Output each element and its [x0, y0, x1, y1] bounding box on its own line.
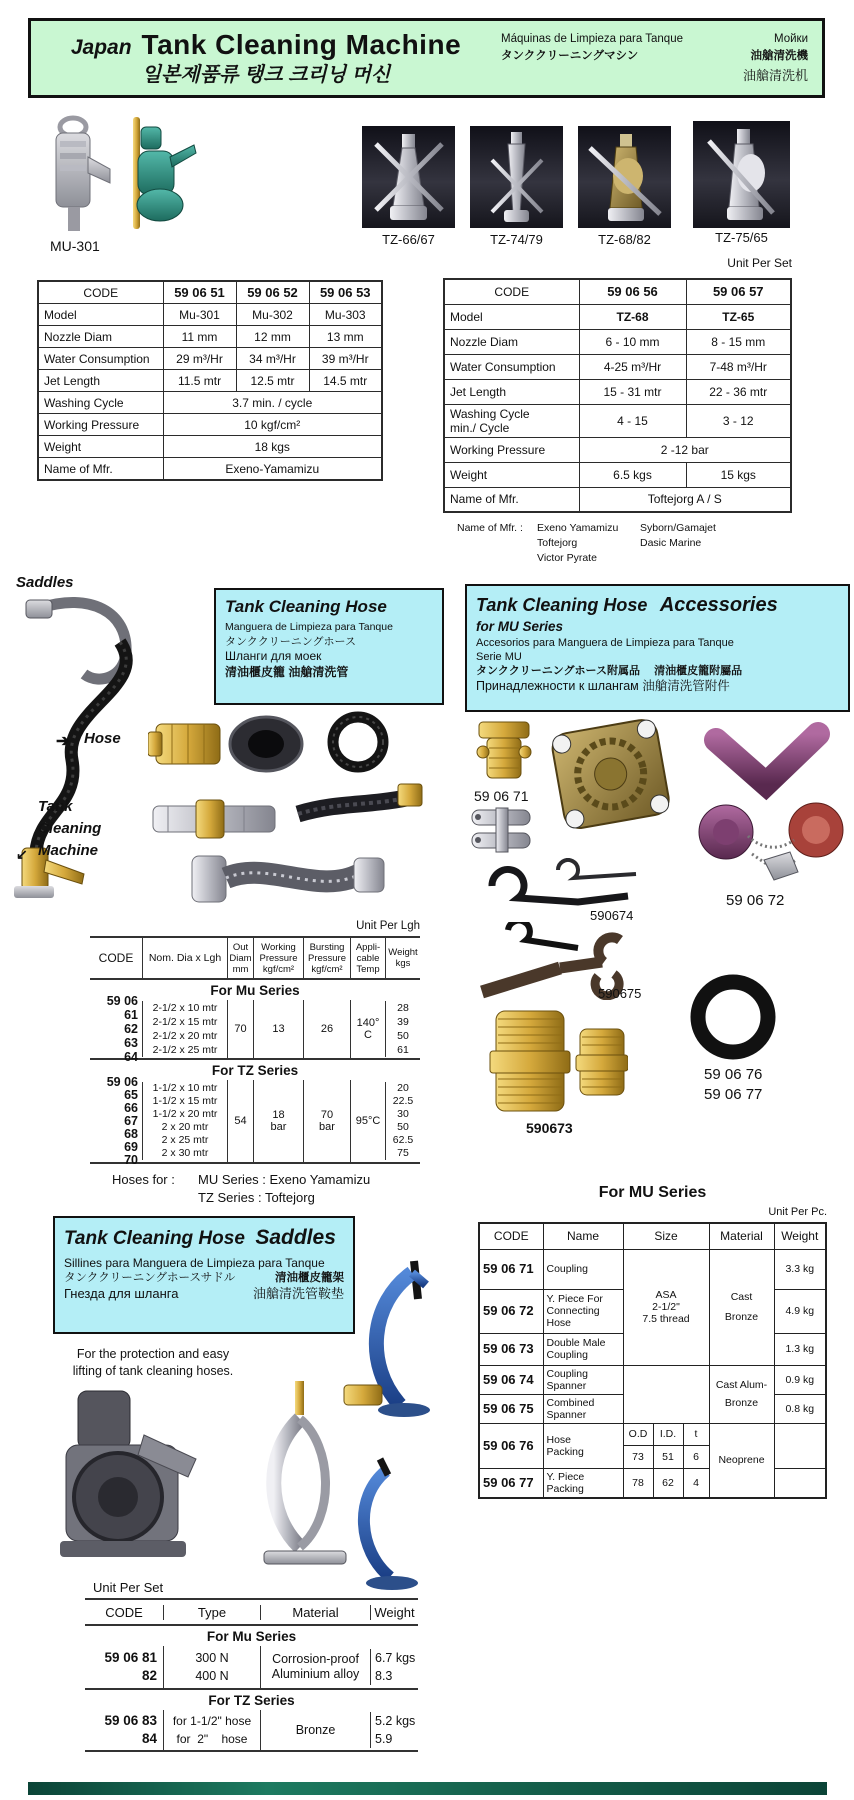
- code-label-590675: 590675: [598, 986, 642, 1001]
- mfr-name: Syborn/Gamajet: [640, 522, 716, 534]
- photo-clamp: [468, 806, 538, 854]
- photo-saddles-collage: [48, 1375, 423, 1595]
- saddles-box-ru-zh: [64, 1286, 344, 1303]
- cell-label: Model: [444, 304, 579, 329]
- col-header-type: Type: [163, 1605, 260, 1620]
- table-row: [444, 404, 791, 437]
- cell-value: 3 - 12: [686, 404, 791, 437]
- weight-col: 20 22.5 30 50 62.5 75: [385, 1082, 420, 1160]
- dims-col: 1-1/2 x 10 mtr 1-1/2 x 15 mtr 1-1/2 x 20 mtr 2 x 20 mtr 2 x 25 mtr 2 x 30 mtr: [142, 1082, 227, 1160]
- cell-label: Working Pressure: [444, 437, 579, 462]
- col-header-weight: Weight: [370, 1605, 418, 1620]
- cell-name: Y. Piece Packing: [543, 1468, 623, 1498]
- saddle-rows-tz: [85, 1710, 418, 1752]
- cell-value: 12 mm: [236, 326, 309, 348]
- cell-label: Jet Length: [38, 370, 163, 392]
- down-left-arrow-icon: ↙: [16, 846, 28, 862]
- hose-unit-note: Unit Per Lgh: [356, 920, 420, 932]
- cell-material: Cast Bronze: [709, 1249, 774, 1365]
- acc-box-title-1: Tank Cleaning Hose: [476, 595, 648, 615]
- code-col: 59 06 83 84: [104, 1713, 157, 1746]
- cell-value: 12.5 mtr: [236, 370, 309, 392]
- code-label-590671: 59 06 71: [474, 788, 529, 804]
- table-row: [479, 1365, 826, 1394]
- cell-size: ASA 2-1/2" 7.5 thread: [623, 1249, 709, 1365]
- type-col: for 1-1/2" hose for 2" hose: [163, 1710, 260, 1750]
- title-japanese: タンククリーニングマシン: [501, 50, 639, 63]
- cell-code: 59 06 57: [686, 279, 791, 304]
- cell-size-empty: [623, 1365, 709, 1423]
- saddle-rows-mu: [85, 1646, 418, 1690]
- acc-box-japanese: タンククリーニングホース附属品 清油櫃皮籠附屬品: [476, 665, 743, 678]
- cell-label: Water Consumption: [444, 354, 579, 379]
- acc-unit-note: Unit Per Pc.: [768, 1206, 827, 1218]
- type-col: 300 N 400 N: [163, 1646, 260, 1688]
- saddles-box-spanish: Sillines para Manguera de Limpieza para Tanque: [64, 1255, 325, 1270]
- saddles-box-chinese-1: 清油櫃皮籠架: [275, 1272, 344, 1285]
- cell-id: 62: [653, 1468, 683, 1498]
- cell-name: Hose Packing: [543, 1423, 623, 1468]
- mfr-name: Dasic Marine: [640, 537, 702, 549]
- table-row: [38, 348, 382, 370]
- cell-code: 59 06 76: [479, 1423, 543, 1468]
- photo-label-tz-75-65: TZ-75/65: [715, 230, 768, 245]
- col-header-wp: Working Pressure kgf/cm²: [253, 938, 303, 978]
- cell-label: CODE: [444, 279, 579, 304]
- weight-col: 28 39 50 61: [385, 1001, 420, 1057]
- photo-hook-spanners: [478, 858, 643, 910]
- cell-value: 8 - 15 mm: [686, 329, 791, 354]
- side-label-machine-line: Cleaning: [38, 820, 102, 837]
- photo-label-tz-68-82: TZ-68/82: [598, 232, 651, 247]
- cell-value: TZ-65: [686, 304, 791, 329]
- table-row: [38, 436, 382, 458]
- hose-table: [90, 936, 420, 1167]
- side-label-saddles: Saddles: [16, 574, 74, 591]
- saddle-table: [85, 1598, 418, 1752]
- photo-label-tz-66-67: TZ-66/67: [382, 232, 435, 247]
- photo-o-ring: [688, 972, 778, 1062]
- cell-t: 6: [683, 1445, 709, 1468]
- table-row: [38, 281, 382, 304]
- table-row: [444, 279, 791, 304]
- cell-name: Y. Piece For Connecting Hose: [543, 1289, 623, 1333]
- cell-label: Water Consumption: [38, 348, 163, 370]
- header-title-block: [31, 29, 501, 86]
- cell-id-header: I.D.: [653, 1423, 683, 1445]
- saddles-box-title-1: Tank Cleaning Hose: [64, 1228, 245, 1249]
- col-header-bp: Bursting Pressure kgf/cm²: [303, 938, 350, 978]
- acc-box-subtitle: for MU Series: [476, 619, 564, 634]
- saddles-desc-line: lifting of tank cleaning hoses.: [72, 1364, 234, 1378]
- cell-value: 2 -12 bar: [579, 437, 791, 462]
- band-mu-series: For Mu Series: [206, 1629, 297, 1644]
- cell-value: 11.5 mtr: [163, 370, 236, 392]
- mfr-name: Victor Pyrate: [537, 552, 597, 564]
- material-col: Corrosion-proof Aluminium alloy: [260, 1646, 370, 1688]
- table-row: [444, 304, 791, 329]
- cell-label: CODE: [38, 281, 163, 304]
- col-header-size: Size: [623, 1223, 709, 1249]
- cell-label: Washing Cycle min./ Cycle: [444, 404, 579, 437]
- bursting-pressure-col: 26: [303, 1000, 350, 1058]
- photo-mu-machines: [38, 113, 208, 235]
- hose-box-japanese: タンククリーニングホース: [225, 635, 357, 648]
- cell-value: Exeno-Yamamizu: [163, 458, 382, 481]
- cell-value: 13 mm: [309, 326, 382, 348]
- saddles-desc-line: For the protection and easy: [76, 1347, 230, 1361]
- cell-value: 15 - 31 mtr: [579, 379, 686, 404]
- page-header: [28, 18, 825, 98]
- saddles-box-japanese: タンククリーニングホースサドル: [64, 1272, 236, 1285]
- cell-weight: 3.3 kg: [774, 1249, 826, 1289]
- cell-value: 4-25 m³/Hr: [579, 354, 686, 379]
- saddles-box-title: [64, 1224, 344, 1252]
- cell-od-header: O.D: [623, 1423, 653, 1445]
- code-label-590677: 59 06 77: [704, 1086, 763, 1103]
- saddles-box-title-2: Saddles: [255, 1226, 336, 1249]
- temp-col: 140° C: [350, 1000, 385, 1058]
- cell-value: Toftejorg A / S: [579, 487, 791, 512]
- hose-rows-mu: [90, 994, 420, 1064]
- table-row: [38, 326, 382, 348]
- mu-spec-table: [37, 280, 383, 481]
- cell-od: 78: [623, 1468, 653, 1498]
- cell-label: Name of Mfr.: [38, 458, 163, 481]
- saddles-section-box: [53, 1216, 355, 1334]
- code-label-590676: 59 06 76: [704, 1066, 763, 1083]
- photo-y-piece-590672: [686, 714, 850, 884]
- cell-value: 15 kgs: [686, 462, 791, 487]
- cell-value: Mu-301: [163, 304, 236, 326]
- page-title: Tank Cleaning Machine: [141, 29, 462, 61]
- photo-label-mu301: MU-301: [50, 238, 100, 254]
- out-diam-col: 54: [227, 1080, 253, 1162]
- hose-rows-tz: [90, 1075, 420, 1167]
- photo-coupling-590671: [475, 720, 533, 786]
- cell-weight: 1.3 kg: [774, 1333, 826, 1365]
- footer-bar: [28, 1782, 827, 1795]
- table-row: [444, 437, 791, 462]
- cell-material: Cast Alum- Bronze: [709, 1365, 774, 1423]
- cell-t: 4: [683, 1468, 709, 1498]
- cell-code: 59 06 75: [479, 1394, 543, 1423]
- cell-id: 51: [653, 1445, 683, 1468]
- cell-code: 59 06 77: [479, 1468, 543, 1498]
- band-tz-series: For TZ Series: [211, 1063, 299, 1078]
- cell-code: 59 06 72: [479, 1289, 543, 1333]
- col-header-weight: Weight: [774, 1223, 826, 1249]
- cell-label: Nozzle Diam: [444, 329, 579, 354]
- acc-box-spanish-2: Serie MU: [476, 650, 522, 663]
- cell-value: 22 - 36 mtr: [686, 379, 791, 404]
- cell-od: 73: [623, 1445, 653, 1468]
- table-row: [38, 370, 382, 392]
- table-row: [38, 458, 382, 481]
- code-col: 59 06 61 62 63 64: [106, 994, 138, 1064]
- cell-value: 39 m³/Hr: [309, 348, 382, 370]
- cell-label: Nozzle Diam: [38, 326, 163, 348]
- cell-value: Mu-302: [236, 304, 309, 326]
- code-label-590674: 590674: [590, 908, 634, 923]
- cell-value: 4 - 15: [579, 404, 686, 437]
- hoses-for-mu: MU Series : Exeno Yamamizu: [198, 1172, 371, 1187]
- hose-box-spanish: Manguera de Limpieza para Tanque: [225, 621, 393, 634]
- title-chinese-simp: 油艙清洗机: [742, 67, 808, 83]
- band-mu-series: For Mu Series: [210, 983, 300, 998]
- cell-t-header: t: [683, 1423, 709, 1445]
- col-header-code: CODE: [98, 950, 134, 965]
- photo-tz-66-67: [362, 126, 455, 228]
- table-row: [479, 1468, 826, 1498]
- cell-name: Combined Spanner: [543, 1394, 623, 1423]
- acc-box-title: [476, 592, 839, 618]
- acc-table-title: For MU Series: [598, 1184, 707, 1201]
- saddles-box-chinese-2: 油艙清洗管鞍垫: [252, 1286, 344, 1302]
- cell-value: 14.5 mtr: [309, 370, 382, 392]
- title-russian: Мойки: [774, 33, 808, 45]
- working-pressure-col: 13: [253, 1000, 303, 1058]
- cell-name: Coupling: [543, 1249, 623, 1289]
- hoses-for-label: Hoses for :: [112, 1172, 175, 1187]
- col-header-out: Out Diam mm: [227, 938, 253, 978]
- hoses-for-tz: TZ Series : Toftejorg: [198, 1190, 315, 1205]
- accessories-table: [478, 1222, 827, 1499]
- table-row: [444, 462, 791, 487]
- col-header-material: Material: [709, 1223, 774, 1249]
- cell-value: Mu-303: [309, 304, 382, 326]
- out-diam-col: 70: [227, 1000, 253, 1058]
- photo-male-nipples-590673: [486, 1005, 628, 1123]
- mfr-note-col2: [640, 521, 716, 551]
- acc-box-russian: Принадлежности к шлангам 油艙清洗管附件: [476, 679, 730, 694]
- code-col: 59 06 81 82: [104, 1650, 157, 1683]
- right-arrow-icon: ➔: [56, 733, 70, 750]
- cell-label: Jet Length: [444, 379, 579, 404]
- table-row: [479, 1249, 826, 1289]
- photo-tz-75-65: [693, 121, 790, 228]
- side-label-machine-line: Tank: [38, 798, 73, 815]
- hose-table-header: [90, 936, 420, 980]
- cell-label: Washing Cycle: [38, 392, 163, 414]
- temp-col: 95°C: [350, 1080, 385, 1162]
- col-header-code: CODE: [479, 1223, 543, 1249]
- cell-code: 59 06 52: [236, 281, 309, 304]
- cell-name: Double Male Coupling: [543, 1333, 623, 1365]
- table-row: [444, 354, 791, 379]
- cell-weight-empty: [774, 1423, 826, 1468]
- code-label-590672: 59 06 72: [726, 892, 785, 909]
- saddles-box-russian: Гнезда для шланга: [64, 1286, 179, 1302]
- accessories-section-box: [465, 584, 850, 712]
- mfr-note-label: Name of Mfr. :: [457, 522, 523, 534]
- acc-box-spanish-1: Accesorios para Manguera de Limpieza para Tanque: [476, 636, 734, 649]
- photo-gear-plate: [542, 714, 680, 838]
- cell-code: 59 06 53: [309, 281, 382, 304]
- cell-value: 3.7 min. / cycle: [163, 392, 382, 414]
- cell-value: 10 kgf/cm²: [163, 414, 382, 436]
- title-chinese-trad: 油艙清洗機: [750, 50, 808, 63]
- table-row: [38, 414, 382, 436]
- cell-label: Weight: [444, 462, 579, 487]
- table-row: [479, 1223, 826, 1249]
- table-row: [38, 304, 382, 326]
- cell-value: 6.5 kgs: [579, 462, 686, 487]
- cell-label: Weight: [38, 436, 163, 458]
- cell-label: Working Pressure: [38, 414, 163, 436]
- code-label-590673: 590673: [526, 1120, 573, 1136]
- cell-code: 59 06 51: [163, 281, 236, 304]
- band-tz-series: For TZ Series: [208, 1693, 295, 1708]
- mfr-name: Exeno Yamamizu: [537, 522, 619, 534]
- cell-label: Model: [38, 304, 163, 326]
- cell-value: 29 m³/Hr: [163, 348, 236, 370]
- hose-box-title: Tank Cleaning Hose: [225, 597, 387, 616]
- title-spanish: Máquinas de Limpieza para Tanque: [501, 33, 683, 45]
- side-label-machine: [38, 796, 101, 862]
- working-pressure-col: 18 bar: [253, 1080, 303, 1162]
- cell-value: 34 m³/Hr: [236, 348, 309, 370]
- page-title-korean: 일본제품류 탱크 크리닝 머신: [141, 63, 391, 86]
- col-header-dia: Nom. Dia x Lgh: [142, 938, 227, 978]
- col-header-weight: Weight kgs: [385, 938, 420, 978]
- brand-label: Japan: [70, 36, 132, 60]
- tz-unit-note: Unit Per Set: [727, 256, 792, 270]
- photo-hose-fittings: [148, 710, 423, 925]
- cell-code: 59 06 56: [579, 279, 686, 304]
- cell-material: Neoprene: [709, 1423, 774, 1498]
- col-header-material: Material: [260, 1605, 370, 1620]
- hose-section-box: [214, 588, 444, 705]
- cell-weight: 4.9 kg: [774, 1289, 826, 1333]
- col-header-name: Name: [543, 1223, 623, 1249]
- cell-value: 18 kgs: [163, 436, 382, 458]
- cell-code: 59 06 74: [479, 1365, 543, 1394]
- table-row: [479, 1423, 826, 1445]
- cell-name: Coupling Spanner: [543, 1365, 623, 1394]
- dims-col: 2-1/2 x 10 mtr 2-1/2 x 15 mtr 2-1/2 x 20 mtr 2-1/2 x 25 mtr: [142, 1001, 227, 1057]
- tz-spec-table: [443, 278, 792, 513]
- saddle-unit-note: Unit Per Set: [93, 1580, 164, 1595]
- mfr-name: Toftejorg: [537, 537, 578, 549]
- hose-box-russian: Шланги для моек: [225, 649, 322, 664]
- saddles-box-ja-zh: [64, 1271, 344, 1286]
- photo-tz-68-82: [578, 126, 671, 228]
- header-translations: [501, 31, 822, 85]
- weight-col: 6.7 kgs 8.3: [370, 1649, 418, 1685]
- cell-code: 59 06 71: [479, 1249, 543, 1289]
- cell-value: 7-48 m³/Hr: [686, 354, 791, 379]
- saddle-table-header: [85, 1598, 418, 1626]
- cell-weight: 0.9 kg: [774, 1365, 826, 1394]
- table-row: [444, 379, 791, 404]
- cell-weight-empty: [774, 1468, 826, 1498]
- cell-value: TZ-68: [579, 304, 686, 329]
- side-label-hose: Hose: [84, 730, 121, 747]
- cell-weight: 0.8 kg: [774, 1394, 826, 1423]
- cell-value: 6 - 10 mm: [579, 329, 686, 354]
- table-row: [444, 487, 791, 512]
- col-header-temp: Appli- cable Temp: [350, 938, 385, 978]
- code-col: 59 06 65 66 67 68 69 70: [106, 1075, 138, 1167]
- mfr-note-col1: [537, 521, 618, 566]
- weight-col: 5.2 kgs 5.9: [370, 1712, 418, 1748]
- acc-box-title-2: Accessories: [659, 594, 778, 616]
- photo-label-tz-74-79: TZ-74/79: [490, 232, 543, 247]
- cell-code: 59 06 73: [479, 1333, 543, 1365]
- photo-tz-74-79: [470, 126, 563, 228]
- col-header-code: CODE: [105, 1604, 143, 1620]
- cell-value: 11 mm: [163, 326, 236, 348]
- material-col: Bronze: [260, 1710, 370, 1750]
- table-row: [38, 392, 382, 414]
- cell-label: Name of Mfr.: [444, 487, 579, 512]
- hose-box-chinese: 清油櫃皮籠 油艙清洗管: [225, 664, 349, 679]
- side-label-machine-line: Machine: [38, 842, 99, 859]
- table-row: [444, 329, 791, 354]
- bursting-pressure-col: 70 bar: [303, 1080, 350, 1162]
